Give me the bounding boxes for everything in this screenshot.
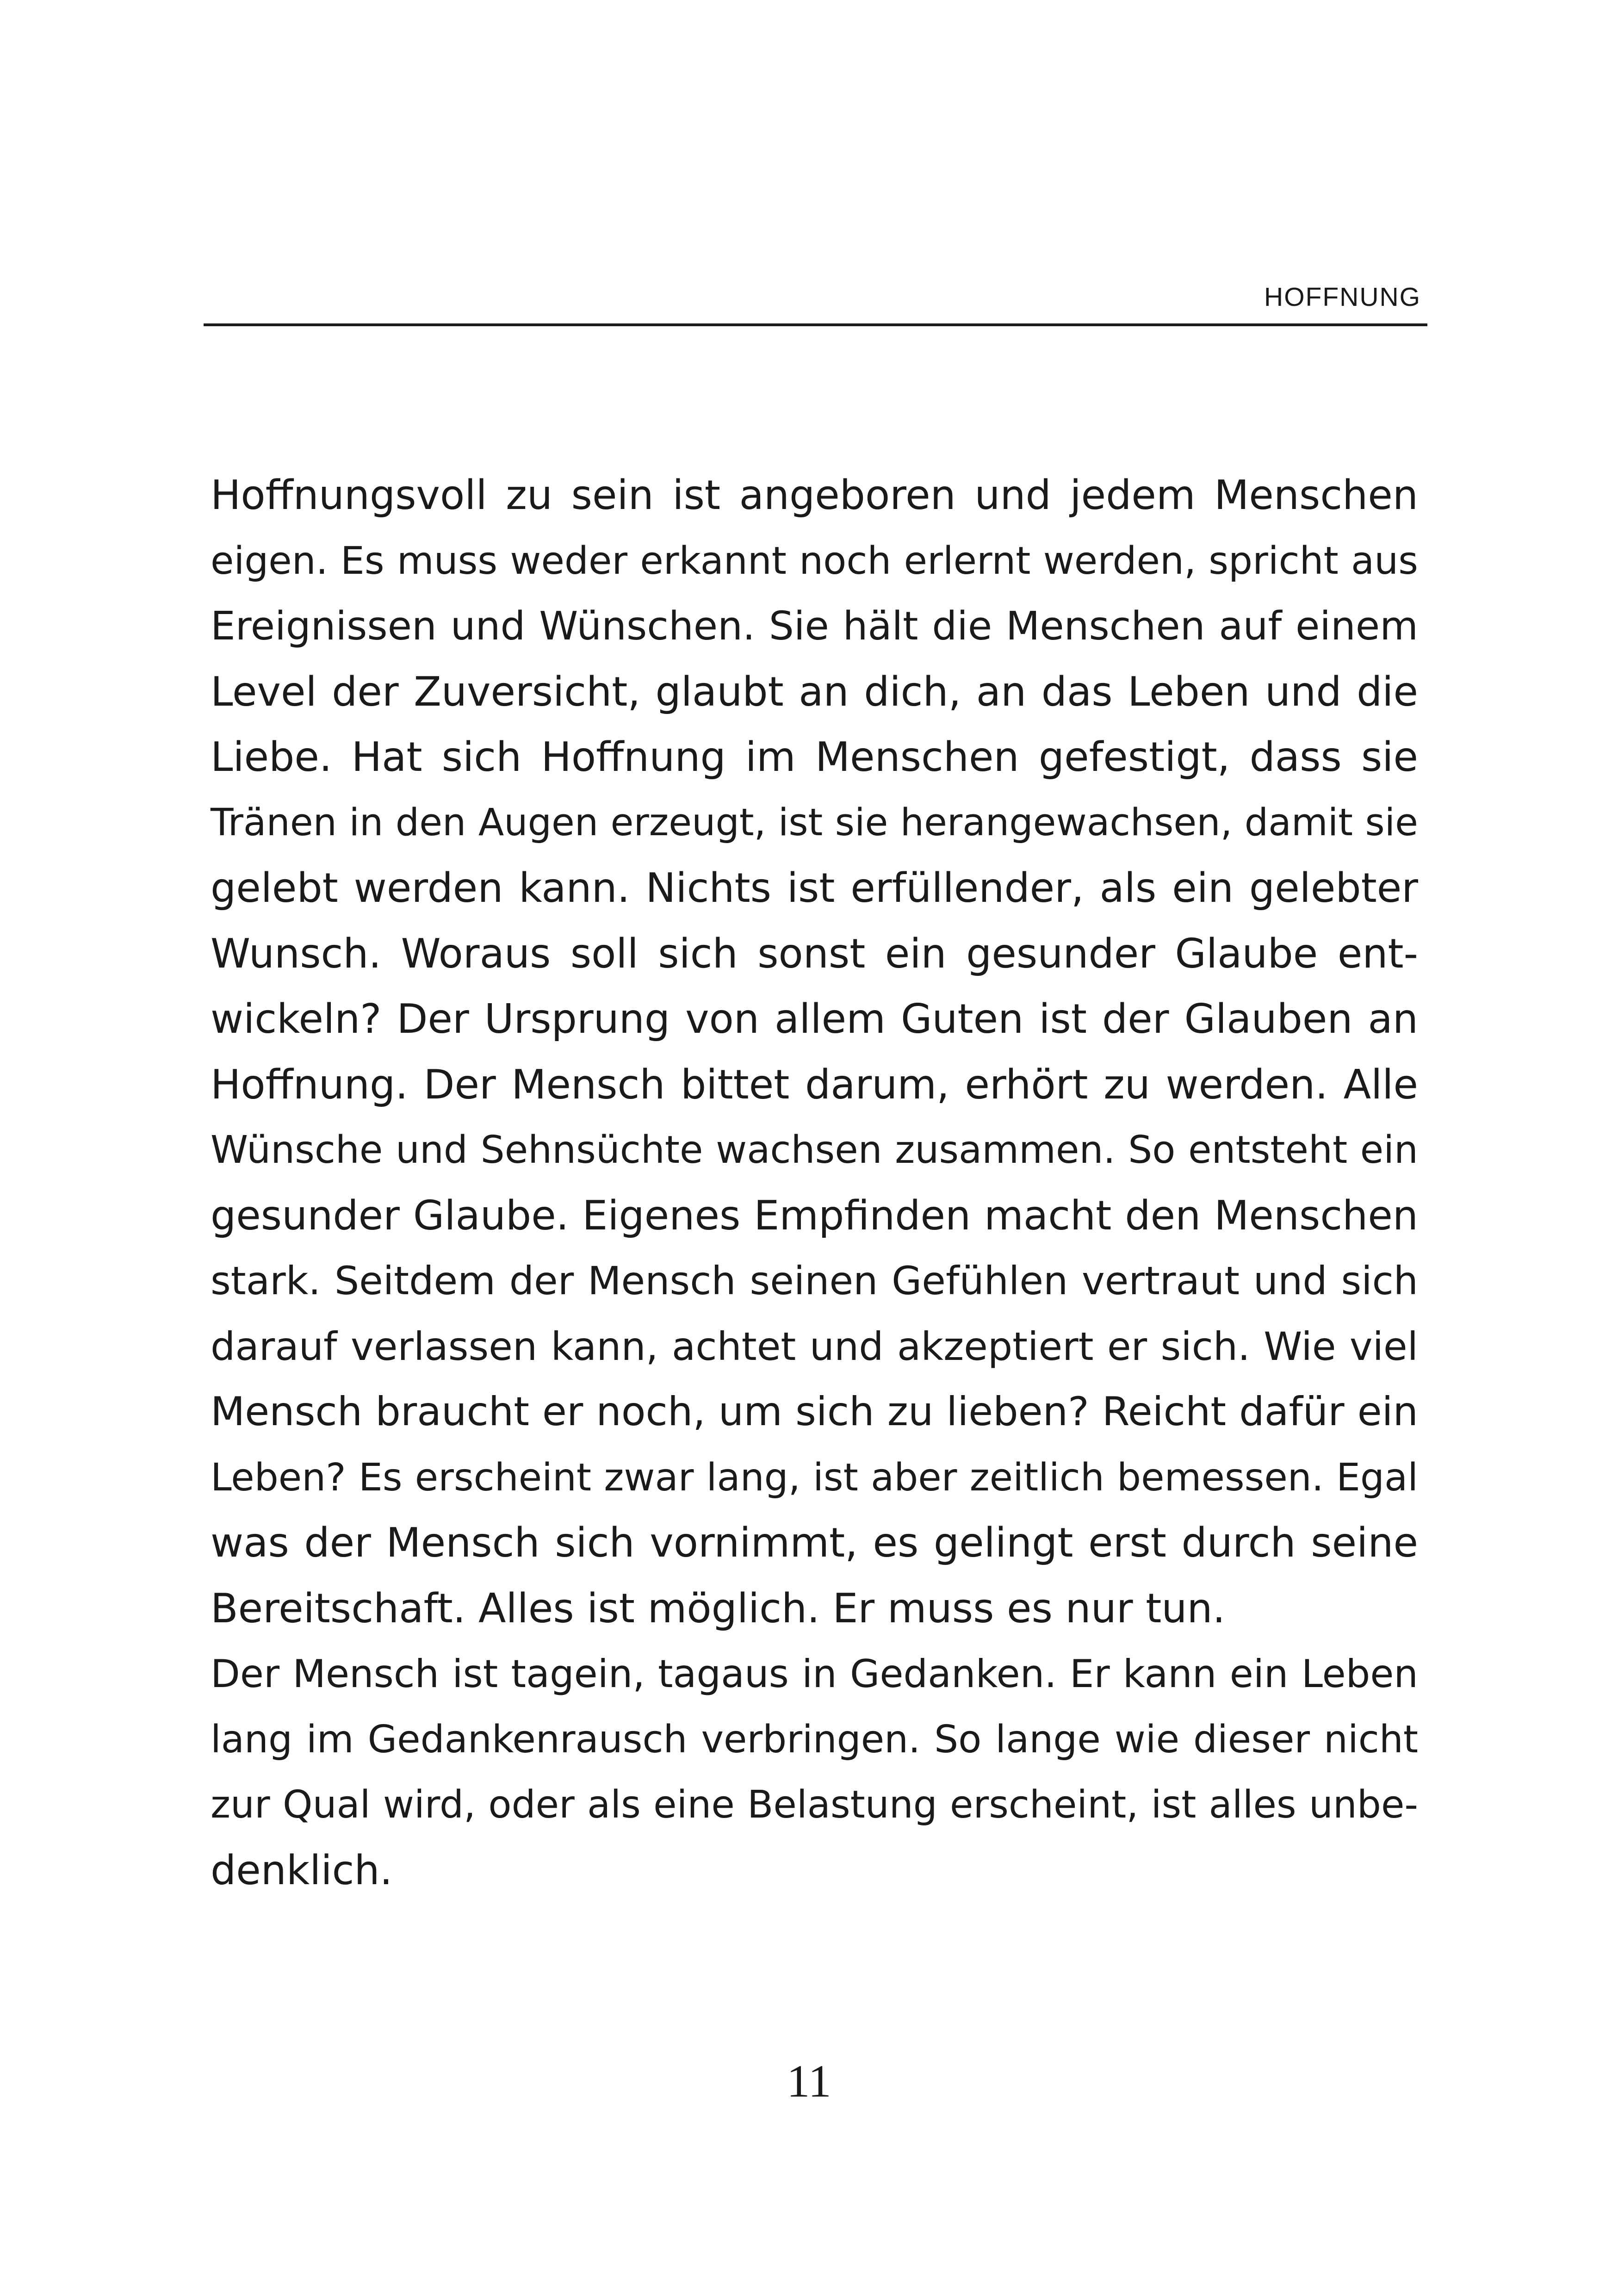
text-line: gelebt werden kann. Nichts ist erfüllender, als ein gelebter: [211, 864, 1418, 912]
text-line: Mensch braucht er noch, um sich zu lieben? Reicht dafür ein: [211, 1389, 1418, 1435]
text-line: was der Mensch sich vornimmt, es gelingt erst durch seine: [211, 1519, 1418, 1566]
text-line: Hoffnung. Der Mensch bittet darum, erhört zu werden. Alle: [211, 1061, 1418, 1108]
text-line: Wunsch. Woraus soll sich sonst ein gesunder Glaube ent-: [211, 930, 1418, 977]
body-text: [211, 463, 1418, 1903]
text-line: Tränen in den Augen erzeugt, ist sie herangewachsen, damit sie: [211, 800, 1418, 844]
page-number: 11: [787, 2055, 831, 2107]
running-header-title: HOFFNUNG: [1264, 282, 1421, 312]
text-line: denklich.: [211, 1846, 393, 1894]
text-line: Leben? Es erscheint zwar lang, ist aber zeitlich bemessen. Egal: [211, 1455, 1418, 1500]
text-line: lang im Gedankenrausch verbringen. So lange wie dieser nicht: [211, 1717, 1418, 1762]
text-line: Wünsche und Sehnsüchte wachsen zusammen. So entsteht ein: [211, 1128, 1418, 1172]
running-header: [204, 275, 1427, 326]
text-line: Ereignissen und Wünschen. Sie hält die Menschen auf einem: [211, 603, 1418, 649]
text-line: Der Mensch ist tagein, tagaus in Gedanken. Er kann ein Leben: [211, 1651, 1418, 1696]
text-line: darauf verlassen kann, achtet und akzeptiert er sich. Wie viel: [211, 1323, 1418, 1369]
text-line: stark. Seitdem der Mensch seinen Gefühlen vertraut und sich: [211, 1258, 1418, 1303]
text-line: wickeln? Der Ursprung von allem Guten ist der Glauben an: [211, 995, 1418, 1043]
text-line: Liebe. Hat sich Hoffnung im Menschen gefestigt, dass sie: [211, 733, 1418, 781]
text-line: gesunder Glaube. Eigenes Empfinden macht den Menschen: [211, 1191, 1418, 1239]
text-line: Bereitschaft. Alles ist möglich. Er muss es nur tun.: [211, 1584, 1226, 1632]
text-line: zur Qual wird, oder als eine Belastung erscheint, ist alles unbe-: [211, 1783, 1418, 1827]
text-line: Hoffnungsvoll zu sein ist angeboren und jedem Menschen: [211, 472, 1418, 519]
text-line: eigen. Es muss weder erkannt noch erlernt werden, spricht aus: [211, 539, 1418, 583]
text-line: Level der Zuversicht, glaubt an dich, an das Leben und die: [211, 668, 1418, 715]
